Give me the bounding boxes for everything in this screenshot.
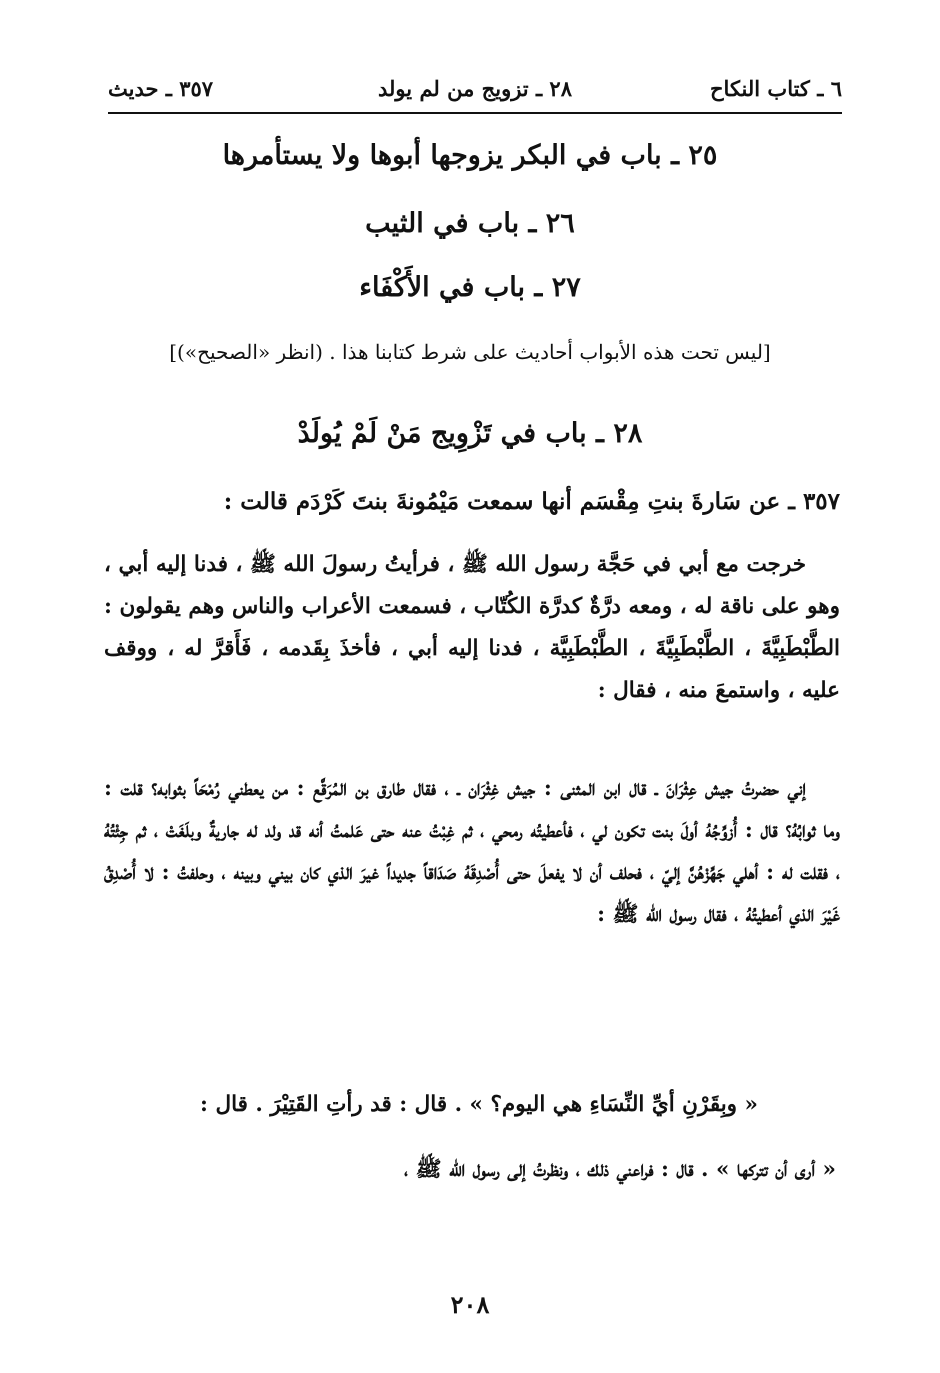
chapter-heading-28: ٢٨ ـ باب في تَزْوِيج مَنْ لَمْ يُولَدْ: [297, 418, 643, 449]
hadith-paragraph: خرجت مع أبي في حَجَّة رسول الله ﷺ ، فرأيتُ رسولَ الله ﷺ ، فدنا إليه أبي ، وهو على ناقة له ، ومعه درَّةٌ كدرَّة الكُتّاب ، فسمعت الأعراب والناس وهم يقولون : الطَّبْطَبِيَّةَ ، الطَّبْطَبِيَّةَ ، الطَّبْطَبِيَّة ، فدنا إليه أبي ، فأخذَ بِقَدمه ، فَأَقرَّ له ، ووقف عليه ، واستمعَ منه ، فقال :: [104, 552, 840, 703]
hadith-quote-line: « أرى أن تتركها » . قال : فراعني ذلك ، ونظرتُ إلى رسول الله ﷺ ،: [404, 1157, 836, 1182]
chapter-heading-26: ٢٦ ـ باب في الثيب: [365, 208, 575, 239]
header-hadith-number: ٣٥٧ ـ حديث: [108, 76, 214, 101]
hadith-isnad: ٣٥٧ ـ عن سَارةَ بنتِ مِقْسَم أنها سمعت مَيْمُونةَ بنتَ كَرْدَم قالت :: [223, 488, 840, 515]
editorial-note: [ليس تحت هذه الأبواب أحاديث على شرط كتابنا هذا . (انظر «الصحيح»)]: [169, 340, 771, 364]
chapter-heading-27: ٢٧ ـ باب في الأَكْفَاء: [359, 272, 581, 303]
header-book-title: ٦ ـ كتاب النكاح: [710, 76, 842, 101]
running-header: [108, 76, 842, 114]
hadith-quote-line: « وبِقَرْنِ أيِّ النِّسَاءِ هي اليوم؟ » . قال : قد رأتِ القَتِيْرَ . قال :: [200, 1092, 758, 1117]
header-chapter-title: ٢٨ ـ تزويج من لم يولد: [378, 76, 572, 101]
page-number: ٢٠٨: [450, 1290, 490, 1319]
chapter-heading-25: ٢٥ ـ باب في البكر يزوجها أبوها ولا يستأمرها: [222, 140, 718, 171]
hadith-paragraph: إني حضرتُ جيش عِثْرَانَ ـ قال ابن المثنى : جيش غِثْرَان ـ ، فقال طارق بن المُرَقَّع : من يعطني رُمْحَاً بثوابه؟ قلت : وما ثوابُهُ؟ قال : أُزوِّجُهُ أولَ بنت تكون لي ، فأعطيتُه رمحي ، ثم غِبْتُ عنه حتى عَلمتُ أنه قد ولد له جاريةٌ وبلَغَتْ ، ثم جِئْتُهُ ، فقلت له : أهلي جَهِّزْهُنَّ إليّ ، فحلف أن لا يفعلَ حتى أُصْدِقَهُ صَدَاقاً جديداً غيرَ الذي كان بيني وبينه ، وحلفتُ : لا أُصْدِقُ غَيْرَ الذي أعطيتُهُ ، فقال رسول الله ﷺ :: [104, 776, 840, 927]
